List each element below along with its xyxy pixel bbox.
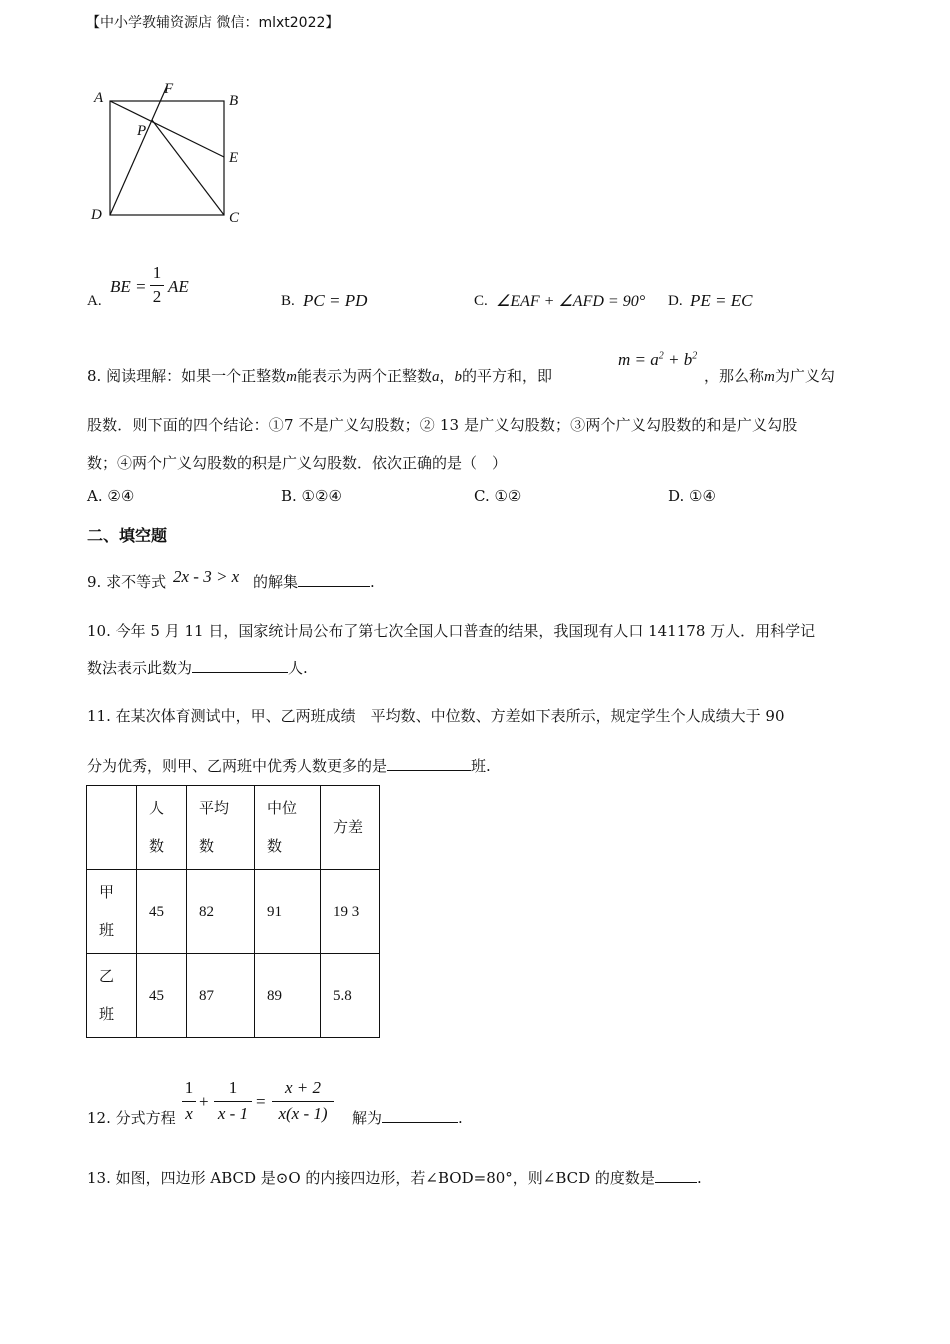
fraction-bar (272, 1101, 334, 1102)
q7-option-c-label: C. (474, 293, 488, 309)
var-m: m (764, 369, 775, 385)
square-abcd (110, 101, 224, 215)
q8-line1 (87, 365, 552, 386)
q12-t2-num: 1 (228, 1078, 238, 1097)
label-d: D (91, 207, 102, 223)
table-header-cell: 中位 数 (255, 786, 321, 870)
q7-option-d-expr: PE = EC (690, 291, 753, 310)
q12-post: 解为 . (352, 1109, 463, 1127)
q11-line2: 分为优秀，则甲、乙两班中优秀人数更多的是 班. (87, 757, 491, 775)
label-e: E (229, 150, 239, 166)
q7-option-a-den: 2 (152, 287, 162, 306)
q8-text: 8. 阅读理解：如果一个正整数 (87, 367, 287, 385)
answer-blank[interactable] (655, 1168, 697, 1183)
q10-line2: 数法表示此数为 人. (87, 659, 308, 677)
label-b: B (229, 93, 239, 109)
score-table (86, 785, 380, 1038)
q8-option-d: D. ①④ (668, 487, 716, 505)
q9-pre: 9. 求不等式 (87, 573, 167, 591)
var-m: m (286, 369, 297, 385)
q8-option-b: B. ①②④ (281, 487, 342, 505)
table-header-cell: 平均 数 (187, 786, 255, 870)
q7-option-a-label: A. (87, 293, 102, 309)
table-header-cell: 人 数 (137, 786, 187, 870)
line-pc (152, 120, 224, 215)
header-banner: 【中小学教辅资源店 微信：mlxt2022】 (86, 15, 340, 31)
q12-t1-den: x (185, 1104, 193, 1123)
answer-blank[interactable] (387, 756, 471, 771)
var-b: b (454, 369, 462, 385)
q9-post: 的解集 . (253, 573, 375, 591)
answer-blank[interactable] (192, 658, 288, 673)
table-cell: 甲 班 (87, 870, 137, 954)
table-cell: 89 (255, 954, 321, 1038)
q7-option-d-label: D. (668, 293, 683, 309)
q12-t3-num: x + 2 (284, 1078, 322, 1097)
label-f: F (164, 81, 174, 97)
table-header-cell (87, 786, 137, 870)
table-cell: 87 (187, 954, 255, 1038)
answer-blank[interactable] (298, 572, 370, 587)
answer-blank[interactable] (382, 1108, 458, 1123)
q8-line1-end (704, 365, 835, 386)
fraction-bar (150, 285, 164, 286)
label-p: P (137, 123, 147, 139)
q8-option-a: A. ②④ (87, 487, 135, 505)
q13-line: 13. 如图，四边形 ABCD 是⊙O 的内接四边形，若∠BOD=80°，则∠BCD 的度数是 . (87, 1169, 702, 1187)
q7-option-a-num: 1 (152, 263, 162, 282)
label-c: C (229, 210, 240, 226)
q7-option-c-expr: ∠EAF + ∠AFD = 90° (496, 293, 646, 310)
table-header-cell: 方差 (321, 786, 380, 870)
q8-formula: $m = a^2 + b^2$ (618, 350, 698, 369)
table-cell: 82 (187, 870, 255, 954)
q8-line3: 数；④两个广义勾股数的积是广义勾股数．依次正确的是（ ） (87, 454, 508, 472)
q7-option-a-left: BE = (110, 277, 147, 296)
q8-text: 能表示为两个正整数 (296, 367, 432, 385)
geometry-figure (80, 74, 260, 234)
q10-line1: 10. 今年 5 月 11 日，国家统计局公布了第七次全国人口普查的结果，我国现有人口 141178 万人．用科学记 (87, 622, 816, 640)
table-row (87, 870, 380, 954)
q12-plus: + (199, 1092, 209, 1111)
table-cell: 乙 班 (87, 954, 137, 1038)
q8-option-c: C. ①② (474, 487, 522, 505)
line-ae (110, 101, 224, 157)
table-header-row (87, 786, 380, 870)
q7-option-b-expr: PC = PD (303, 291, 368, 310)
q8-text: ，那么称 (704, 367, 765, 385)
table-row (87, 954, 380, 1038)
table-cell: 45 (137, 954, 187, 1038)
q8-text: 的平方和，即 (461, 367, 552, 385)
table-cell: 19 3 (321, 870, 380, 954)
q12-pre: 12. 分式方程 (87, 1109, 176, 1127)
q8-text: 为广义勾 (774, 367, 835, 385)
fraction-bar (182, 1101, 196, 1102)
q8-text: ， (439, 367, 455, 385)
var-a: a (431, 369, 440, 385)
table-cell: 5.8 (321, 954, 380, 1038)
section-title: 二、填空题 (87, 526, 168, 545)
table-cell: 91 (255, 870, 321, 954)
q7-option-a-right: AE (168, 277, 189, 296)
fraction-bar (214, 1101, 252, 1102)
q12-t1-num: 1 (184, 1078, 194, 1097)
q12-eq: = (256, 1092, 266, 1111)
q12-t3-den: x(x - 1) (278, 1104, 328, 1123)
q8-line2: 股数．则下面的四个结论：①7 不是广义勾股数；② 13 是广义勾股数；③两个广义勾股数的和是广义勾股 (87, 416, 798, 434)
table-cell: 45 (137, 870, 187, 954)
label-a: A (94, 90, 104, 106)
q12-t2-den: x - 1 (217, 1104, 249, 1123)
q11-line1: 11. 在某次体育测试中，甲、乙两班成绩 平均数、中位数、方差如下表所示，规定学生个人成绩大于 90 (87, 707, 785, 725)
q9-expr: 2x - 3 > x (173, 567, 240, 586)
q7-option-b-label: B. (281, 293, 295, 309)
